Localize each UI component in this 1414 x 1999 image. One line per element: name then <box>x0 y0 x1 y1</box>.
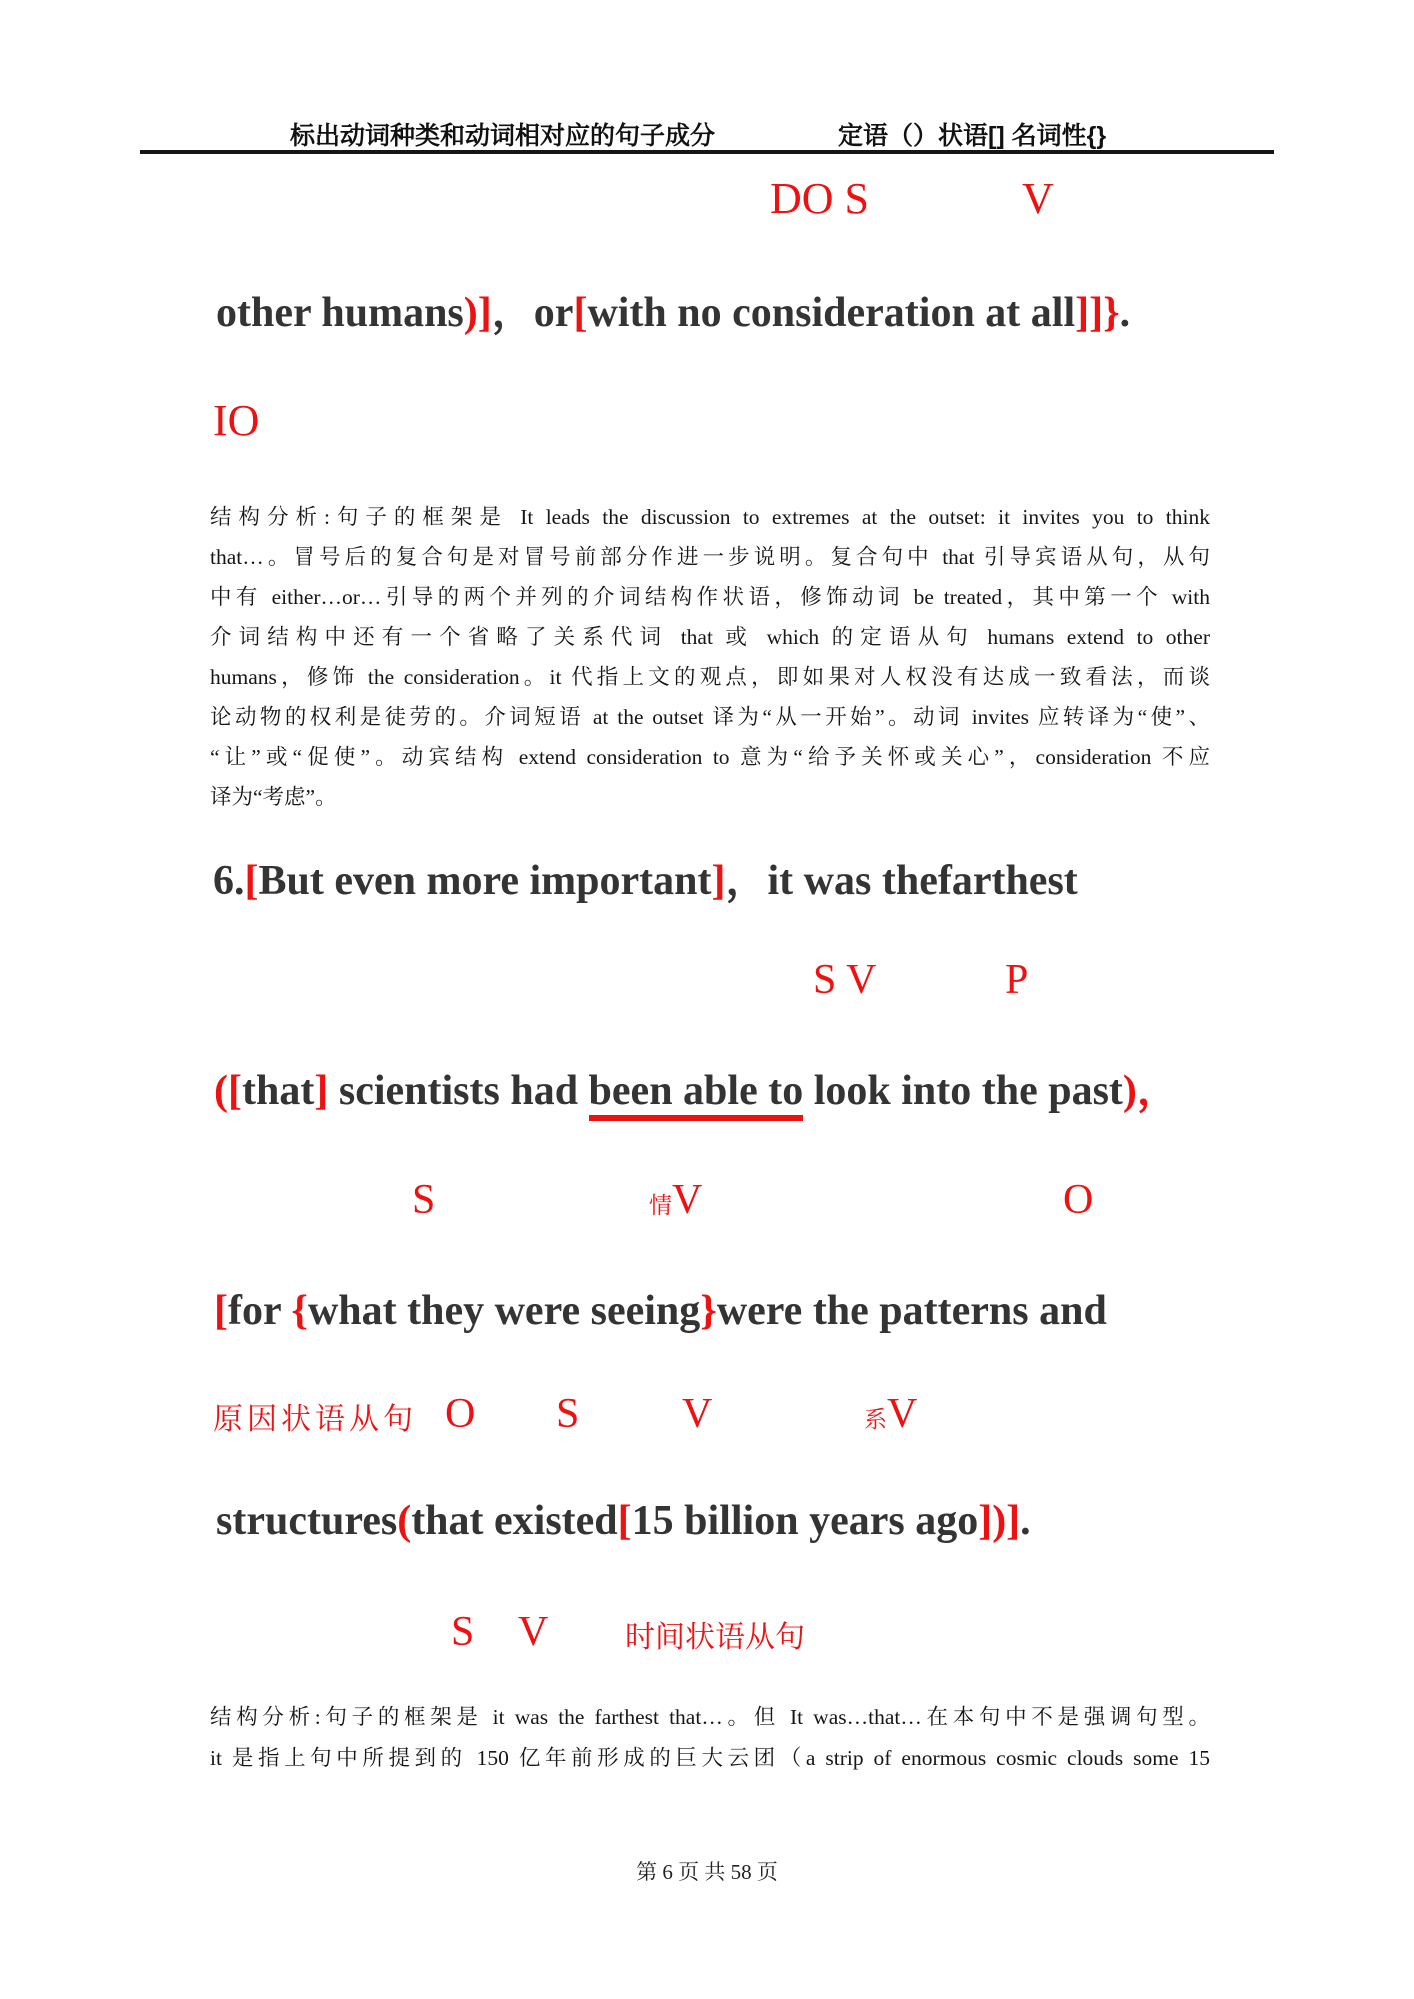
sentence-segment: But even more important <box>258 858 712 904</box>
analysis-line: 译为“考虑”。 <box>210 785 337 809</box>
annotation-s: S <box>556 1391 580 1437</box>
annotation-xi: 系 <box>864 1407 887 1432</box>
sentence-segment: scientists had <box>328 1068 589 1114</box>
sentence-segment: [ <box>214 1288 228 1334</box>
annotation-time-clause-label: 时间状语从句 <box>625 1621 805 1654</box>
analysis-paragraph-2 <box>210 1697 1210 1779</box>
sentence-segment: { <box>291 1288 308 1334</box>
sentence-segment: )] <box>463 290 492 336</box>
sentence-segment: ( <box>397 1498 412 1544</box>
sentence-segment: . <box>1119 290 1131 336</box>
sentence-segment: ] <box>314 1068 329 1114</box>
analysis-paragraph-1 <box>210 497 1210 817</box>
sentence-segment: ， <box>725 858 768 904</box>
sentence-segment: ， <box>1136 1068 1179 1114</box>
sentence-segment: [ <box>228 1068 242 1114</box>
annotation-v: V <box>682 1391 713 1437</box>
analysis-line: that…。冒号后的复合句是对冒号前部分作进一步说明。复合句中 that 引导宾语从句，从句 <box>210 545 1210 569</box>
analysis-line: “让”或“促使”。动宾结构 extend consideration to 意为“给予关怀或关心”，consideration 不应 <box>210 745 1210 769</box>
sentence-segment: structures <box>216 1498 398 1544</box>
annotation-s: S <box>412 1177 436 1223</box>
sentence-segment: ， <box>491 290 534 336</box>
sentence-line-for-clause <box>214 1286 1107 1336</box>
analysis-line: it 是指上句中所提到的 150 亿年前形成的巨大云团（a strip of enormous cosmic clouds some 15 <box>210 1746 1210 1770</box>
annotation-v: V <box>672 1177 703 1223</box>
annotation-v: V <box>887 1391 918 1437</box>
sentence-segment: that existed <box>411 1498 618 1544</box>
analysis-line: humans，修饰 the consideration。it 代指上文的观点，即如果对人权没有达成一致看法，而谈 <box>210 665 1210 689</box>
sentence-segment: ]]} <box>1075 290 1120 336</box>
sentence-segment: were the patterns and <box>716 1288 1107 1334</box>
analysis-line: 论动物的权利是徒劳的。介词短语 at the outset 译为“从一开始”。动词 invites 应转译为“使”、 <box>210 705 1210 729</box>
sentence-segment: that <box>242 1068 315 1114</box>
sentence-segment: 15 billion years ago <box>631 1498 979 1544</box>
sentence-fragment-line <box>216 288 1130 338</box>
header-rule <box>140 150 1274 154</box>
annotation-s: S <box>451 1609 475 1655</box>
sentence-segment: ) <box>1122 1068 1137 1114</box>
sentence-segment: it was thefarthest <box>767 858 1078 904</box>
annotation-qing-v <box>649 1176 702 1230</box>
annotation-v: V <box>518 1609 549 1655</box>
annotation-do-s: DO S <box>770 174 870 223</box>
sentence-segment: 6. <box>213 858 245 904</box>
sentence-segment: ] <box>711 858 726 904</box>
header-legend: 定语（）状语[] 名词性{} <box>838 122 1107 150</box>
sentence-segment: ])] <box>978 1498 1021 1544</box>
sentence-line-structures <box>216 1496 1031 1546</box>
sentence-line-that-clause <box>214 1066 1179 1116</box>
annotation-p: P <box>1005 957 1029 1003</box>
annotation-qing: 情 <box>649 1193 672 1218</box>
sentence-segment: ( <box>214 1068 228 1114</box>
heading-sentence-6 <box>213 856 1078 906</box>
annotation-io: IO <box>213 396 260 445</box>
analysis-line: 结构分析:句子的框架是 It leads the discussion to extremes at the outset: it invites you to think <box>210 505 1210 529</box>
analysis-line: 结构分析:句子的框架是 it was the farthest that…。但 It was…that…在本句中不是强调句型。 <box>210 1705 1210 1729</box>
sentence-segment: look into the past <box>803 1068 1123 1114</box>
sentence-segment: what they were seeing <box>307 1288 701 1334</box>
annotation-o: O <box>445 1391 476 1437</box>
annotation-v: V <box>1022 174 1054 223</box>
sentence-segment: other humans <box>216 290 464 336</box>
sentence-segment: or <box>533 290 574 336</box>
annotation-s-v: S V <box>813 957 877 1003</box>
sentence-segment: } <box>700 1288 717 1334</box>
analysis-line: 中有 either…or…引导的两个并列的介词结构作状语，修饰动词 be treated，其中第一个 with <box>210 585 1210 609</box>
sentence-segment-underlined: been able to <box>589 1068 804 1121</box>
footer-page-number: 第 6 页 共 58 页 <box>636 1860 778 1884</box>
header-title: 标出动词种类和动词相对应的句子成分 <box>290 122 716 150</box>
annotation-cause-clause-label: 原因状语从句 <box>213 1403 417 1436</box>
sentence-segment: [ <box>573 290 588 336</box>
sentence-segment: . <box>1020 1498 1031 1544</box>
sentence-segment: [ <box>617 1498 632 1544</box>
sentence-segment: for <box>228 1288 292 1334</box>
sentence-segment: [ <box>244 858 259 904</box>
sentence-segment: with no consideration at all <box>587 290 1076 336</box>
annotation-o: O <box>1063 1177 1094 1223</box>
analysis-line: 介词结构中还有一个省略了关系代词 that 或 which 的定语从句 humans extend to other <box>210 625 1210 649</box>
annotation-xi-v <box>864 1390 917 1444</box>
